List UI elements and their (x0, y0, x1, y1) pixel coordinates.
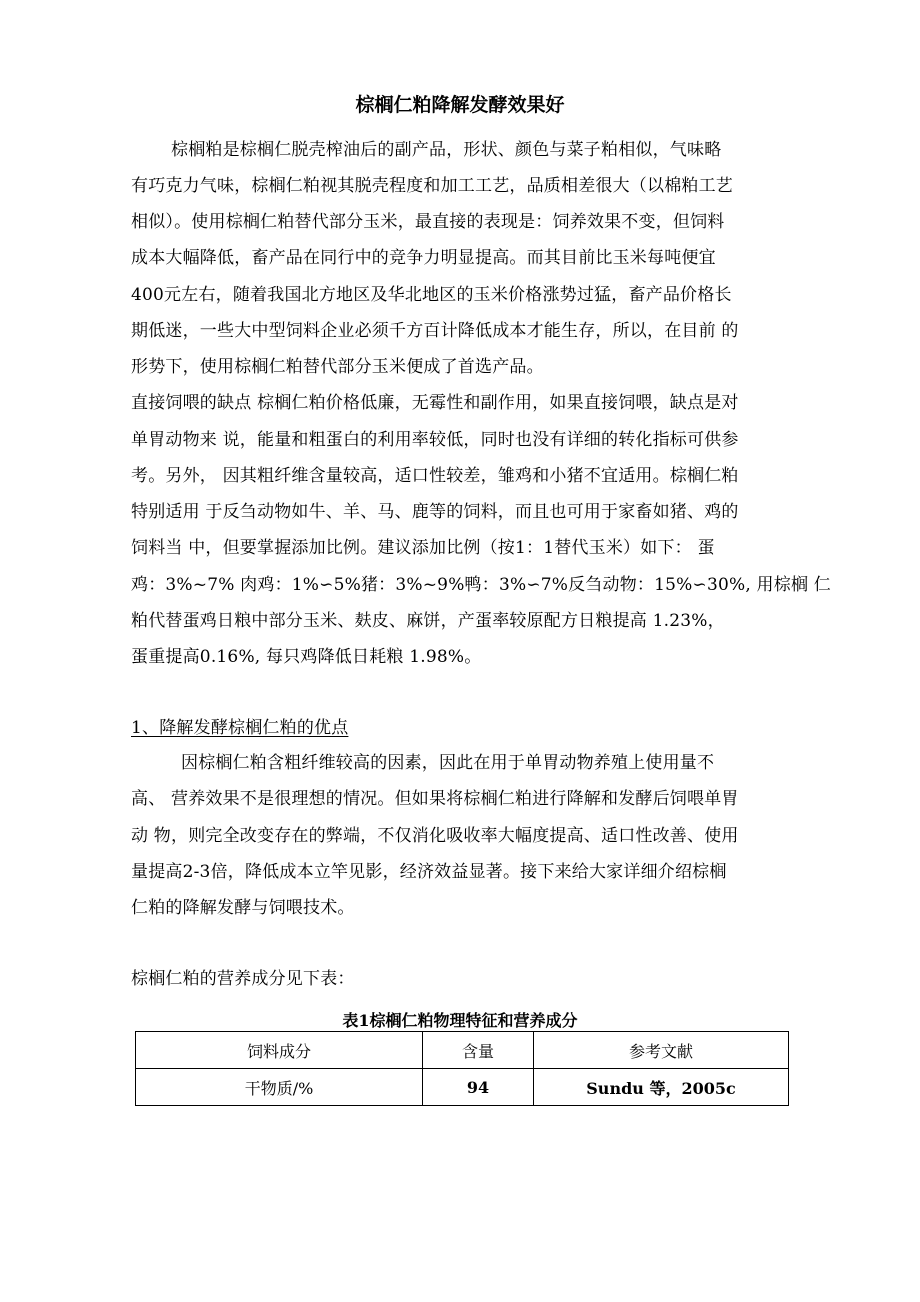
paragraph-1-line: 相似）。使用棕榈仁粕替代部分玉米，最直接的表现是：饲养效果不变，但饲料 (131, 212, 725, 232)
table-cell: 94 (423, 1069, 534, 1106)
table-row (136, 1069, 789, 1106)
paragraph-3-line: 因棕榈仁粕含粗纤维较高的因素，因此在用于单胃动物养殖上使用量不 (181, 753, 715, 773)
paragraph-2-line: 特别适用 于反刍动物如牛、羊、马、鹿等的饲料，而且也可用于家畜如猪、鸡的 (131, 502, 739, 522)
paragraph-2-line: 粕代替蛋鸡日粮中部分玉米、麸皮、麻饼，产蛋率较原配方日粮提高 1.23%， (131, 611, 725, 631)
paragraph-2-line: 直接饲喂的缺点 棕榈仁粕价格低廉，无霉性和副作用，如果直接饲喂，缺点是对 (131, 393, 739, 413)
paragraph-3-line: 量提高2-3倍，降低成本立竿见影，经济效益显著。接下来给大家详细介绍棕榈 (131, 862, 727, 882)
paragraph-1-line: 棕榈粕是棕榈仁脱壳榨油后的副产品，形状、颜色与菜子粕相似，气味略 (171, 140, 722, 160)
table-header-row (136, 1032, 789, 1069)
paragraph-2-line: 蛋重提高0.16%, 每只鸡降低日耗粮 1.98%。 (131, 647, 482, 667)
table-caption: 表1棕榈仁粕物理特征和营养成分 (342, 1011, 578, 1030)
paragraph-3-line: 高、 营养效果不是很理想的情况。但如果将棕榈仁粕进行降解和发酵后饲喂单胃 (131, 789, 739, 809)
table-cell: Sundu 等，2005c (534, 1069, 789, 1106)
table-header-cell: 含量 (423, 1032, 534, 1069)
table-intro: 棕榈仁粕的营养成分见下表： (131, 969, 355, 989)
paragraph-3-line: 动 物，则完全改变存在的弊端，不仅消化吸收率大幅度提高、适口性改善、使用 (131, 826, 739, 846)
paragraph-1-line: 400元左右，随着我国北方地区及华北地区的玉米价格涨势过猛，畜产品价格长 (131, 285, 732, 305)
paragraph-2-line: 鸡：3%~7% 肉鸡：1%∽5%猪：3%~9%鸭：3%∽7%反刍动物：15%∽30%, 用棕榈 仁 (131, 575, 831, 595)
paragraph-1-line: 有巧克力气味，棕榈仁粕视其脱壳程度和加工工艺，品质相差很大（以棉粕工艺 (131, 176, 733, 196)
table-cell: 干物质/% (136, 1069, 423, 1106)
paragraph-2-line: 饲料当 中，但要掌握添加比例。建议添加比例（按1：1替代玉米）如下： 蛋 (131, 538, 715, 558)
document-title: 棕榈仁粕降解发酵效果好 (355, 94, 565, 116)
table-header-cell: 饲料成分 (136, 1032, 423, 1069)
paragraph-2-line: 单胃动物来 说，能量和粗蛋白的利用率较低，同时也没有详细的转化指标可供参 (131, 430, 739, 450)
paragraph-2-line: 考。另外， 因其粗纤维含量较高，适口性较差，雏鸡和小猪不宜适用。棕榈仁粕 (131, 466, 739, 486)
section-heading: 1、降解发酵棕榈仁粕的优点 (131, 718, 349, 738)
nutrition-table (135, 1031, 789, 1106)
paragraph-3-line: 仁粕的降解发酵与饲喂技术。 (131, 898, 355, 918)
paragraph-1-line: 成本大幅降低，畜产品在同行中的竞争力明显提高。而其目前比玉米每吨便宜 (131, 248, 716, 268)
paragraph-1-line: 期低迷，一些大中型饲料企业必须千方百计降低成本才能生存，所以，在目前 的 (131, 321, 739, 341)
paragraph-1-line: 形势下，使用棕榈仁粕替代部分玉米便成了首选产品。 (131, 357, 544, 377)
table-header-cell: 参考文献 (534, 1032, 789, 1069)
